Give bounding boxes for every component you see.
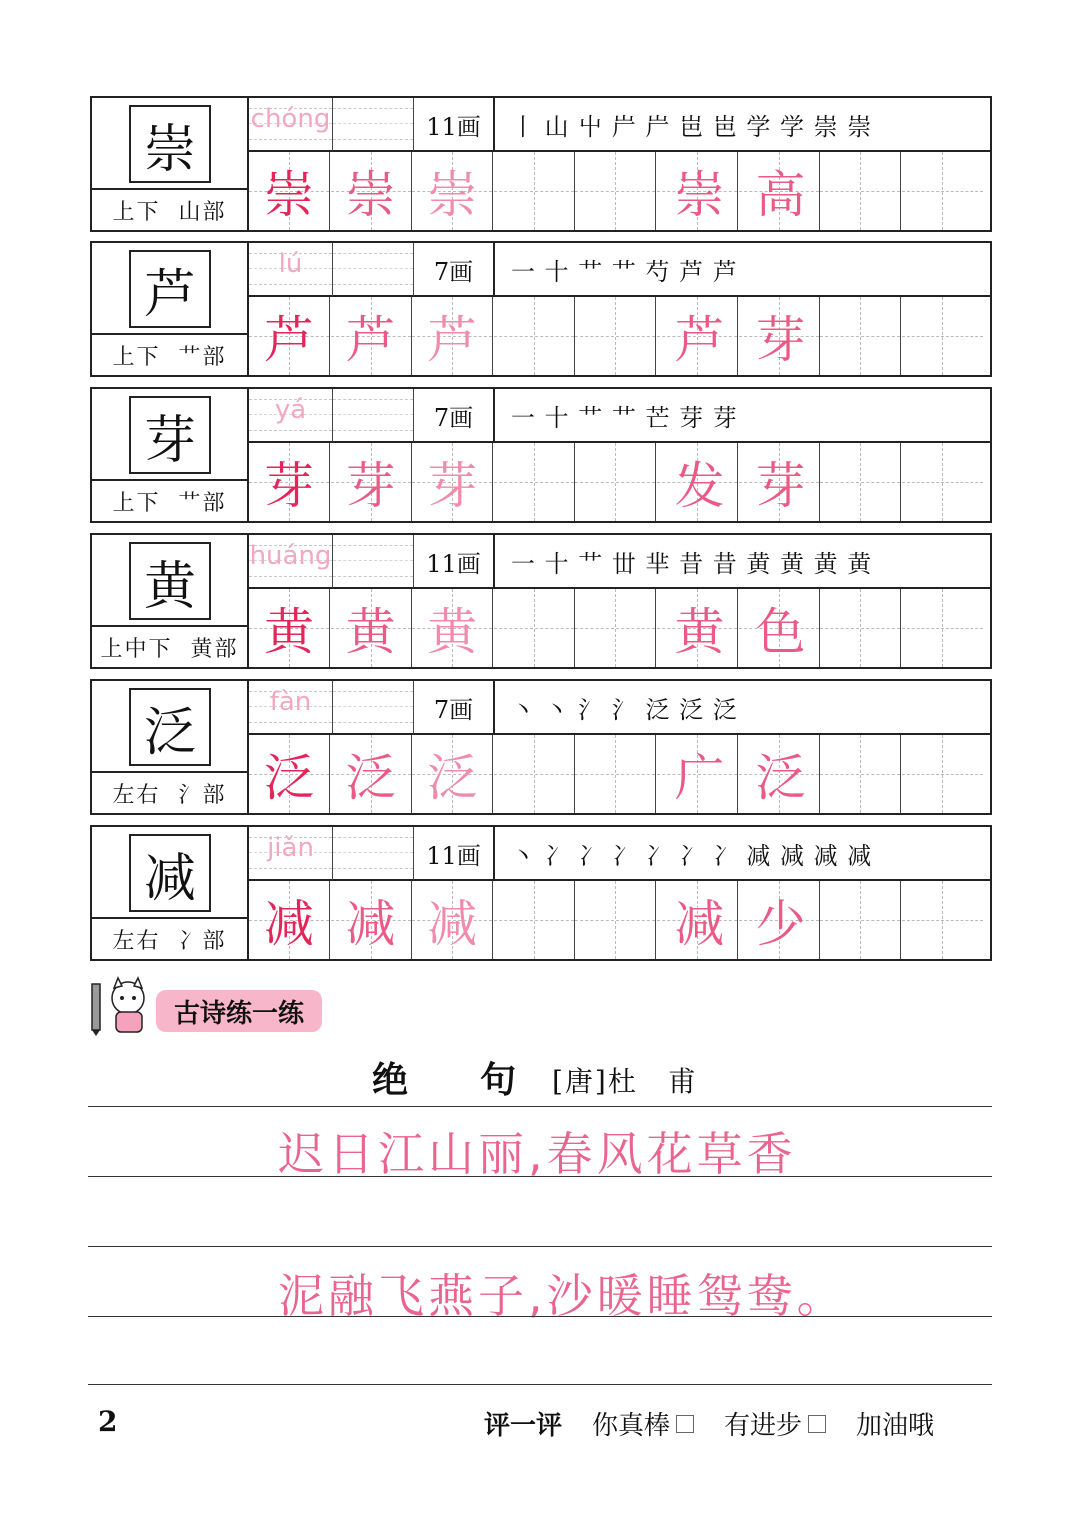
practice-char: 泛 [427,749,478,807]
pinyin-cell [249,389,333,443]
writing-grid-cell[interactable] [412,297,493,375]
practice-char: 芦 [264,311,314,369]
writing-grid-cell[interactable] [412,589,493,667]
practice-char: 减 [345,895,396,953]
stroke-count: 11画 [414,535,495,589]
practice-char: 芽 [427,457,478,515]
writing-grid-cell[interactable] [412,881,493,959]
writing-grid-cell[interactable] [412,152,493,230]
structure-label: 上下 艹部 [92,335,249,375]
pinyin-cell [249,827,333,881]
practice-char: 黄 [345,603,396,661]
footer-divider [88,1384,992,1385]
word-char: 芽 [755,311,806,369]
writing-grid-cell[interactable] [820,152,901,230]
stroke-count: 7画 [414,389,495,443]
cat-pencil-icon [88,976,158,1036]
word-char: 芦 [674,311,725,369]
practice-char: 减 [264,895,314,953]
pinyin-cell [249,243,333,297]
writing-grid-cell[interactable] [902,152,983,230]
word-char: 泛 [755,749,806,807]
writing-grid-cell[interactable] [249,589,330,667]
writing-grid-cell[interactable] [249,735,330,813]
structure-label: 上下 山部 [92,190,249,230]
writing-grid-cell[interactable] [412,443,493,521]
pinyin: fàn [269,687,312,717]
pinyin: yá [274,395,307,425]
writing-grid-cell[interactable] [494,152,575,230]
evaluation-bar [484,1405,934,1442]
target-char: 黄 [129,542,211,620]
page-number: 2 [98,1405,118,1438]
poem-line-2: 泥融飞燕子,沙暖睡鸳鸯。 [278,1269,847,1323]
writing-grid-cell[interactable] [820,881,901,959]
pinyin-cell [249,681,333,735]
writing-grid-cell[interactable] [249,297,330,375]
target-char: 减 [129,834,211,912]
char-row [90,825,992,961]
checkbox-icon[interactable] [808,1415,826,1433]
word-char: 黄 [674,603,725,661]
char-row [90,241,992,377]
pinyin-blank[interactable] [333,98,414,152]
writing-grid-cell[interactable] [412,735,493,813]
pinyin-blank[interactable] [333,681,414,735]
char-box [92,98,249,190]
char-box [92,389,249,481]
writing-grid-cell[interactable] [902,881,983,959]
word-char: 高 [755,166,806,224]
writing-grid-cell[interactable] [249,881,330,959]
writing-grid-cell[interactable] [575,881,656,959]
writing-grid-cell[interactable] [575,443,656,521]
pinyin: chóng [250,104,331,134]
writing-grid-cell[interactable] [902,297,983,375]
structure-label: 上中下 黄部 [92,627,249,667]
writing-grid-cell[interactable] [820,589,901,667]
stroke-sequence: 丨 山 屮 屵 屵 岜 岜 学 学 崇 崇 [495,98,990,152]
char-row [90,96,992,232]
writing-grid-cell[interactable] [331,735,412,813]
writing-grid-cell[interactable] [820,443,901,521]
writing-grid-cell[interactable] [820,735,901,813]
writing-grid-cell[interactable] [902,735,983,813]
ruled-line [88,1106,992,1107]
writing-grid-cell[interactable] [494,735,575,813]
writing-grid-cell[interactable] [494,881,575,959]
word-char: 广 [674,749,725,807]
writing-grid-cell[interactable] [494,297,575,375]
practice-char: 减 [427,895,478,953]
word-char: 减 [674,895,725,953]
practice-char: 黄 [264,603,314,661]
char-box [92,535,249,627]
pinyin-blank[interactable] [333,827,414,881]
practice-char: 黄 [427,603,478,661]
writing-grid-cell[interactable] [331,443,412,521]
target-char: 崇 [129,105,211,183]
practice-char: 芽 [264,457,314,515]
practice-char: 崇 [264,166,314,224]
structure-label: 上下 艹部 [92,481,249,521]
structure-label: 左右 氵部 [92,773,249,813]
pinyin-cell [249,535,333,589]
writing-grid-cell[interactable] [902,589,983,667]
section-title: 古诗练一练 [156,990,322,1032]
pinyin: huáng [249,541,332,571]
practice-char: 崇 [427,166,478,224]
pinyin-blank[interactable] [333,243,414,297]
writing-grid-cell[interactable] [494,589,575,667]
char-row [90,679,992,815]
practice-char: 芽 [345,457,396,515]
eval-option-great[interactable]: 你真棒 [592,1405,694,1442]
word-char: 发 [674,457,725,515]
stroke-sequence: 一 十 艹 艹 芒 芽 芽 [495,389,990,443]
pinyin-blank[interactable] [333,535,414,589]
poem-line-1: 迟日江山丽,春风花草香 [278,1127,797,1181]
checkbox-icon[interactable] [676,1415,694,1433]
writing-grid-cell[interactable] [575,152,656,230]
stroke-sequence: 丶 丶 氵 氵 泛 泛 泛 [495,681,990,735]
eval-option-progress[interactable]: 有进步 [724,1405,826,1442]
ruled-line [88,1246,992,1247]
ruled-line [88,1316,992,1317]
poem-author: [唐]杜 甫 [552,1065,698,1098]
practice-char: 芦 [345,311,396,369]
pinyin: lú [278,249,303,279]
stroke-count: 11画 [414,827,495,881]
pinyin-blank[interactable] [333,389,414,443]
structure-label: 左右 冫部 [92,919,249,959]
char-box [92,243,249,335]
target-char: 泛 [129,688,211,766]
word-char: 崇 [674,166,725,224]
word-char: 芽 [755,457,806,515]
word-char: 少 [755,895,806,953]
stroke-sequence: 丶 冫 冫 冫 冫 冫 冫 减 减 减 减 [495,827,990,881]
writing-grid-cell[interactable] [249,152,330,230]
writing-grid-cell[interactable] [331,589,412,667]
char-row [90,387,992,523]
poem-title: 绝句 [372,1060,589,1101]
target-char: 芽 [129,396,211,474]
practice-char: 泛 [345,749,396,807]
writing-grid-cell[interactable] [331,881,412,959]
word-char: 色 [755,603,806,661]
eval-label: 评一评 [484,1411,563,1441]
stroke-count: 7画 [414,681,495,735]
writing-grid-cell[interactable] [820,297,901,375]
writing-grid-cell[interactable] [331,152,412,230]
stroke-count: 7画 [414,243,495,297]
eval-option-keep-going[interactable]: 加油哦 [856,1411,935,1441]
ruled-line [88,1176,992,1177]
target-char: 芦 [129,250,211,328]
stroke-count: 11画 [414,98,495,152]
stroke-sequence: 一 十 艹 丗 芈 昔 昔 黄 黄 黄 黄 [495,535,990,589]
practice-char: 芦 [427,311,478,369]
char-box [92,827,249,919]
stroke-sequence: 一 十 艹 艹 芍 芦 芦 [495,243,990,297]
pinyin-cell [249,98,333,152]
writing-grid-cell[interactable] [494,443,575,521]
writing-grid-cell[interactable] [902,443,983,521]
char-row [90,533,992,669]
writing-grid-cell[interactable] [249,443,330,521]
char-box [92,681,249,773]
practice-char: 泛 [264,749,314,807]
writing-grid-cell[interactable] [575,297,656,375]
writing-grid-cell[interactable] [331,297,412,375]
writing-grid-cell[interactable] [575,589,656,667]
pinyin: jiǎn [267,833,314,863]
writing-grid-cell[interactable] [575,735,656,813]
practice-char: 崇 [345,166,396,224]
